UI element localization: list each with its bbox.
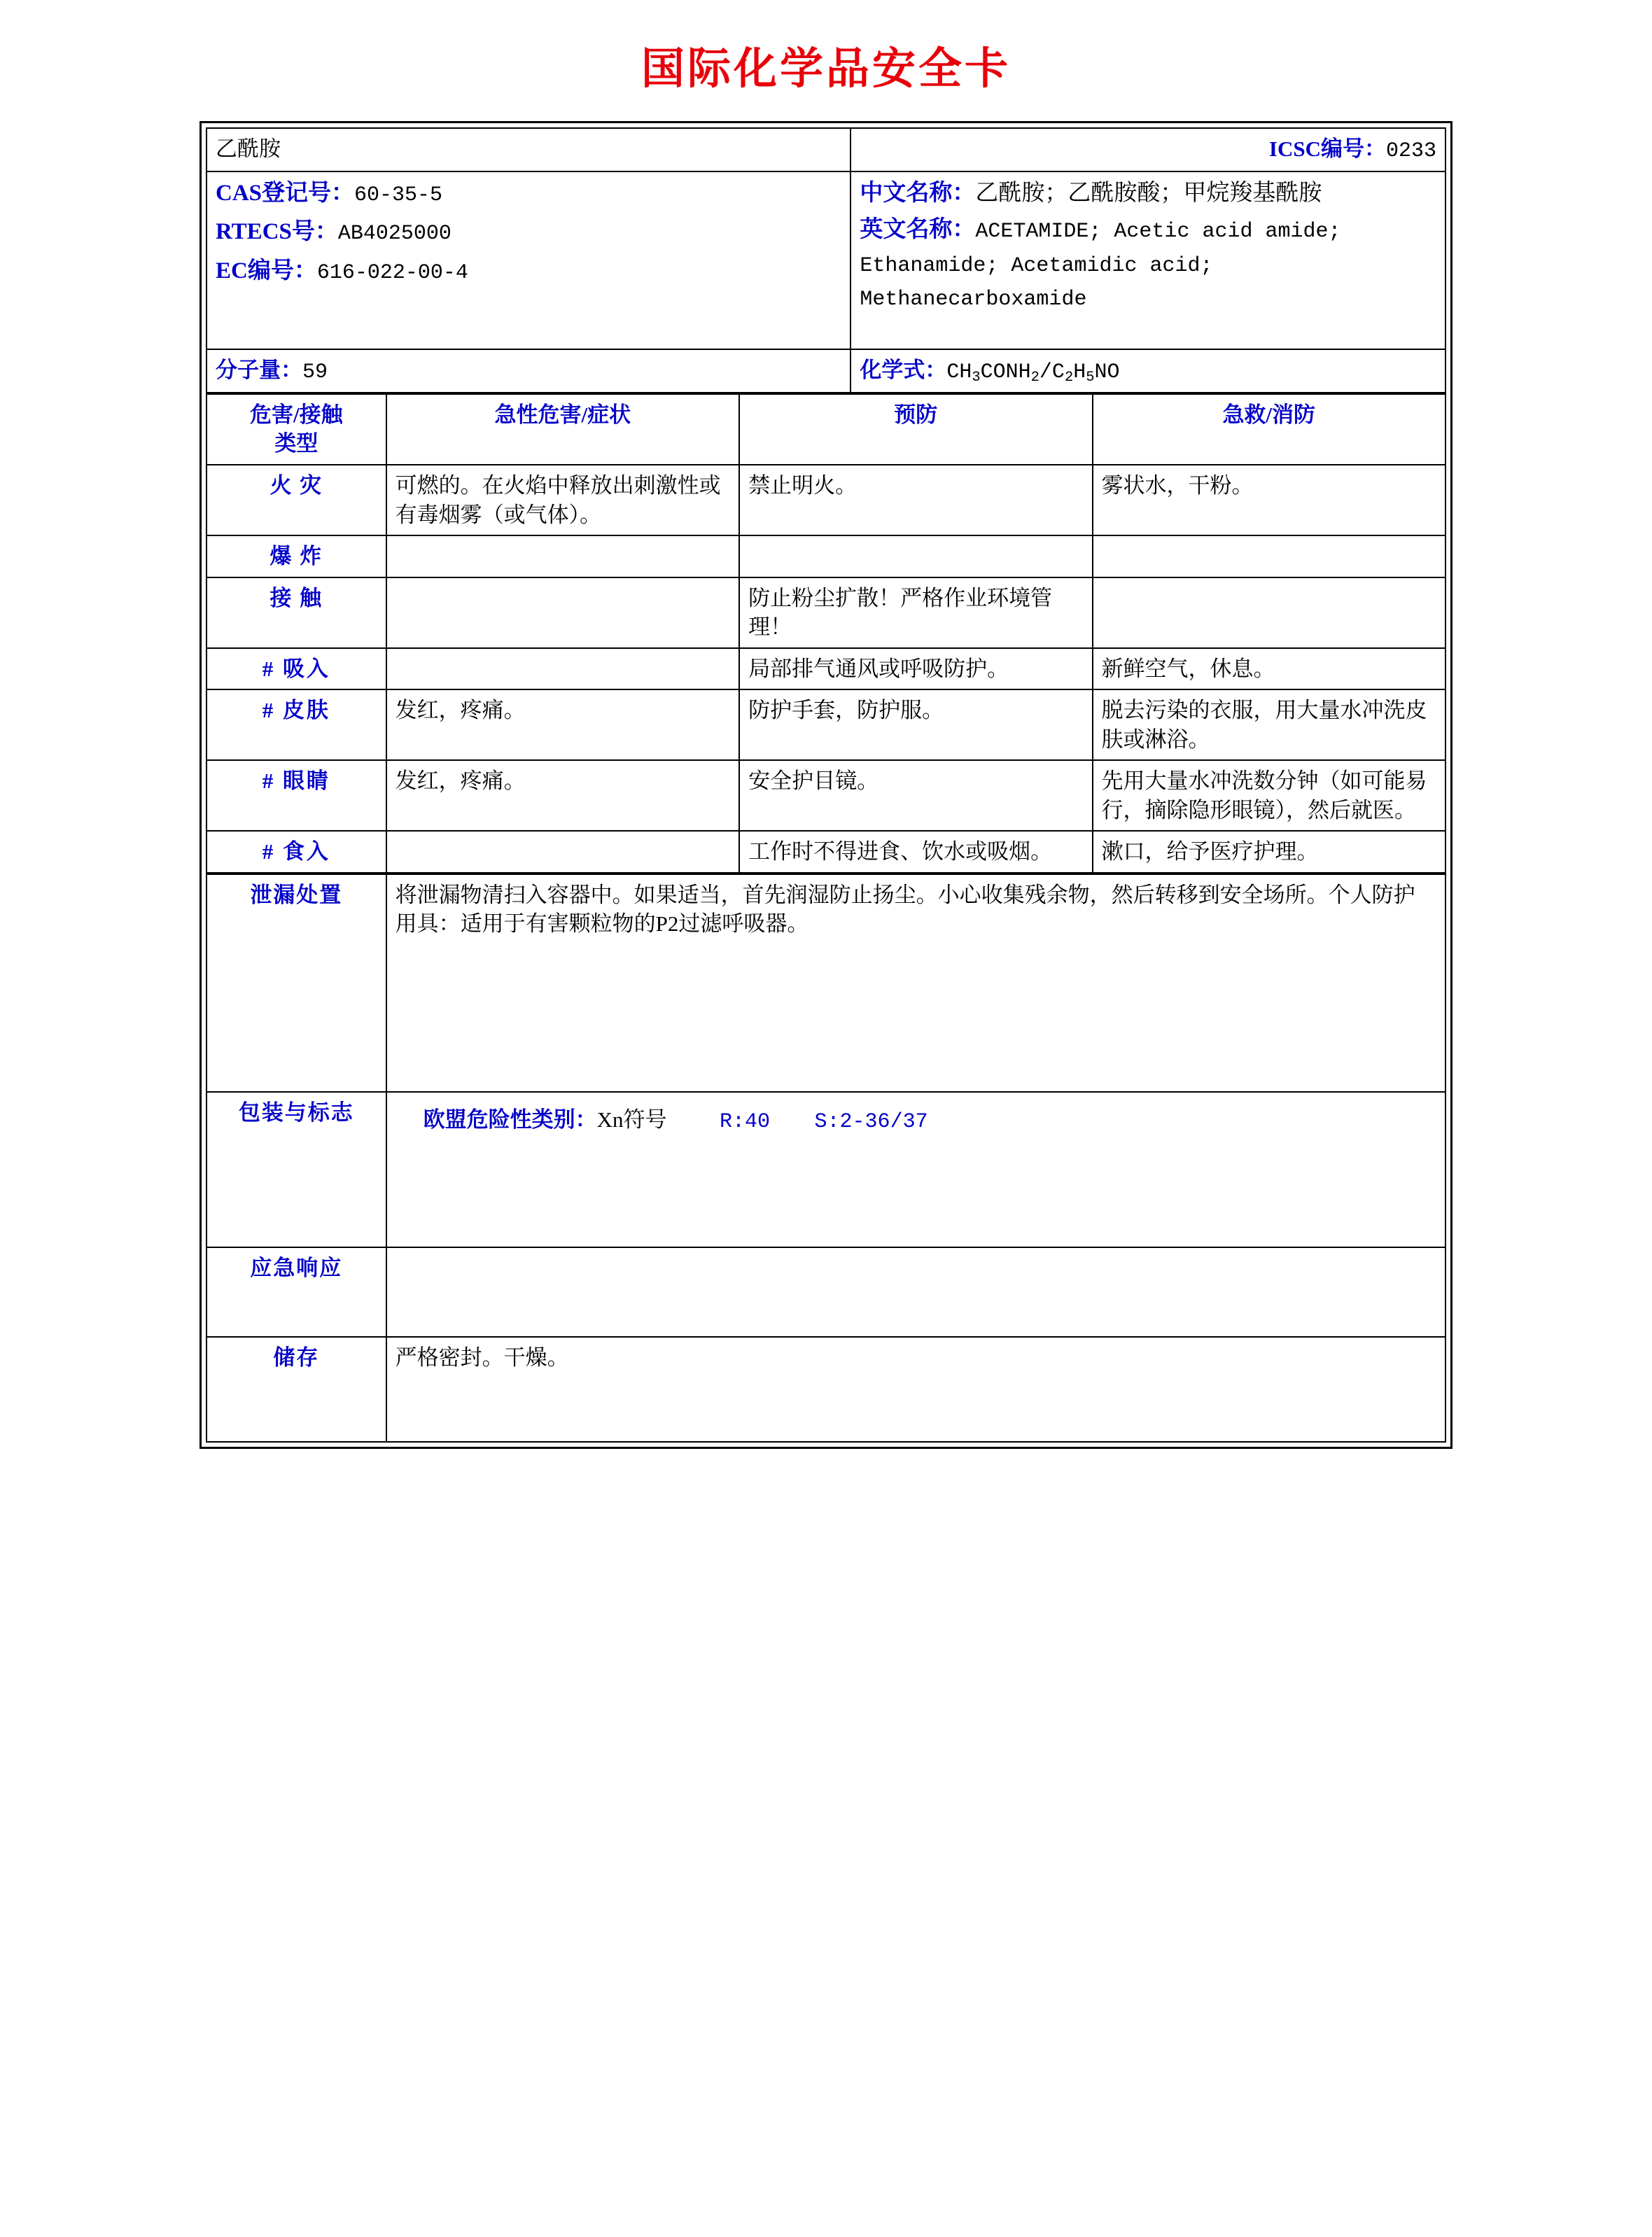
header-first-aid: 急救/消防 <box>1093 394 1446 465</box>
ingestion-firstaid: 漱口，给予医疗护理。 <box>1093 831 1446 873</box>
header-acute-hazards: 急性危害/症状 <box>386 394 739 465</box>
inhalation-firstaid: 新鲜空气，休息。 <box>1093 648 1446 690</box>
explosion-hazard <box>386 535 739 577</box>
spill-spacer <box>396 939 1436 1086</box>
row-label-ingestion: # 食入 <box>206 831 386 873</box>
packaging-spacer <box>396 1136 1436 1241</box>
ec-value: 616-022-00-4 <box>316 260 468 285</box>
header-hazard-type-line1: 危害/接触 <box>250 402 343 427</box>
formula-label: 化学式： <box>860 357 947 382</box>
identity-table <box>206 127 1446 393</box>
cn-name-value: 乙酰胺；乙酰胺酸；甲烷羧基酰胺 <box>975 181 1322 206</box>
table-row <box>206 577 1446 648</box>
ingestion-prevention: 工作时不得进食、饮水或吸烟。 <box>739 831 1092 873</box>
eu-classification-line <box>396 1098 1436 1136</box>
en-name-label: 英文名称： <box>860 217 976 243</box>
identity-row <box>206 171 1446 349</box>
eyes-prevention: 安全护目镜。 <box>739 760 1092 831</box>
identity-right <box>850 171 1446 349</box>
en-name-line1: ACETAMIDE; Acetic acid amide; <box>975 220 1341 244</box>
formula-value: $CH_3CONH_2/C_2H_5NO$ <box>946 360 1120 386</box>
table-row <box>206 760 1446 831</box>
header-hazard-type <box>206 394 386 465</box>
eyes-hazard: 发红，疼痛。 <box>386 760 739 831</box>
ec-line <box>216 255 841 287</box>
mw-label: 分子量： <box>216 357 302 382</box>
r-phrases: R:40 <box>720 1109 771 1134</box>
molecular-weight-cell <box>206 349 850 393</box>
spill-label: 泄漏处置 <box>206 874 386 1092</box>
formula-row <box>206 349 1446 393</box>
section-storage <box>206 1337 1446 1442</box>
skin-hazard: 发红，疼痛。 <box>386 689 739 760</box>
table-row <box>206 689 1446 760</box>
cas-line <box>216 178 841 209</box>
hazard-table <box>206 393 1446 874</box>
storage-label: 储存 <box>206 1337 386 1442</box>
exposure-prevention: 防止粉尘扩散！严格作业环境管理！ <box>739 577 1092 648</box>
row-label-fire: 火 灾 <box>206 465 386 535</box>
spill-text-cell <box>386 874 1446 1092</box>
cas-label: CAS登记号： <box>216 181 355 206</box>
row-label-exposure: 接 触 <box>206 577 386 648</box>
row-label-inhalation: # 吸入 <box>206 648 386 690</box>
rtecs-value: AB4025000 <box>337 222 451 246</box>
storage-text: 严格密封。干燥。 <box>395 1345 569 1370</box>
identity-left-spacer <box>216 294 841 343</box>
cas-value: 60-35-5 <box>354 183 443 208</box>
sections-table <box>206 874 1446 1443</box>
page-title: 国际化学品安全卡 <box>640 45 1011 93</box>
table-row <box>206 648 1446 690</box>
inhalation-prevention: 局部排气通风或呼吸防护。 <box>739 648 1092 690</box>
storage-text-cell <box>386 1337 1446 1442</box>
section-packaging <box>206 1092 1446 1247</box>
emergency-spacer <box>396 1254 1436 1331</box>
s-phrases: S:2-36/37 <box>814 1109 928 1134</box>
emergency-label: 应急响应 <box>206 1247 386 1337</box>
packaging-label: 包装与标志 <box>206 1092 386 1247</box>
en-name-line2: Ethanamide; Acetamidic acid; <box>860 253 1213 278</box>
row-label-eyes: # 眼睛 <box>206 760 386 831</box>
chemical-formula-cell <box>850 349 1446 393</box>
skin-prevention: 防护手套，防护服。 <box>739 689 1092 760</box>
skin-firstaid: 脱去污染的衣服，用大量水冲洗皮肤或淋浴。 <box>1093 689 1446 760</box>
explosion-firstaid <box>1093 535 1446 577</box>
table-row <box>206 465 1446 535</box>
en-name-line <box>860 214 1436 246</box>
row-label-skin: # 皮肤 <box>206 689 386 760</box>
eu-label: 欧盟危险性类别： <box>423 1107 597 1132</box>
header-hazard-type-line2: 类型 <box>274 431 318 456</box>
ec-label: EC编号： <box>216 258 317 283</box>
rtecs-label: RTECS号： <box>216 219 338 245</box>
header-row <box>206 128 1446 171</box>
exposure-hazard <box>386 577 739 648</box>
rtecs-line <box>216 216 841 248</box>
inhalation-hazard <box>386 648 739 690</box>
row-label-explosion: 爆 炸 <box>206 535 386 577</box>
ingestion-hazard <box>386 831 739 873</box>
packaging-text-cell <box>386 1092 1446 1247</box>
spill-text: 将泄漏物清扫入容器中。如果适当，首先润湿防止扬尘。小心收集残余物，然后转移到安全场所。个人防护用具：适用于有害颗粒物的P2过滤呼吸器。 <box>395 882 1415 937</box>
fire-prevention: 禁止明火。 <box>739 465 1092 535</box>
section-emergency <box>206 1247 1446 1337</box>
icsc-card <box>200 121 1452 1449</box>
cn-name-label: 中文名称： <box>860 181 976 206</box>
table-row <box>206 831 1446 873</box>
page <box>0 34 1652 1449</box>
cn-name-line <box>860 178 1436 209</box>
table-row <box>206 535 1446 577</box>
header-prevention: 预防 <box>739 394 1092 465</box>
substance-name: 乙酰胺 <box>206 128 850 171</box>
en-name-line3: Methanecarboxamide <box>860 287 1087 311</box>
mw-value: 59 <box>302 360 328 384</box>
identity-left <box>206 171 850 349</box>
fire-firstaid: 雾状水，干粉。 <box>1093 465 1446 535</box>
section-spill <box>206 874 1446 1092</box>
hazard-table-header-row <box>206 394 1446 465</box>
eyes-firstaid: 先用大量水冲洗数分钟（如可能易行，摘除隐形眼镜），然后就医。 <box>1093 760 1446 831</box>
explosion-prevention <box>739 535 1092 577</box>
icsc-number: 0233 <box>1385 139 1436 163</box>
icsc-label: ICSC编号： <box>1268 136 1386 161</box>
storage-spacer <box>396 1373 1436 1436</box>
emergency-text-cell <box>386 1247 1446 1337</box>
fire-hazard: 可燃的。在火焰中释放出刺激性或有毒烟雾（或气体）。 <box>386 465 739 535</box>
eu-value: Xn符号 <box>596 1107 667 1132</box>
exposure-firstaid <box>1093 577 1446 648</box>
icsc-number-cell <box>850 128 1446 171</box>
